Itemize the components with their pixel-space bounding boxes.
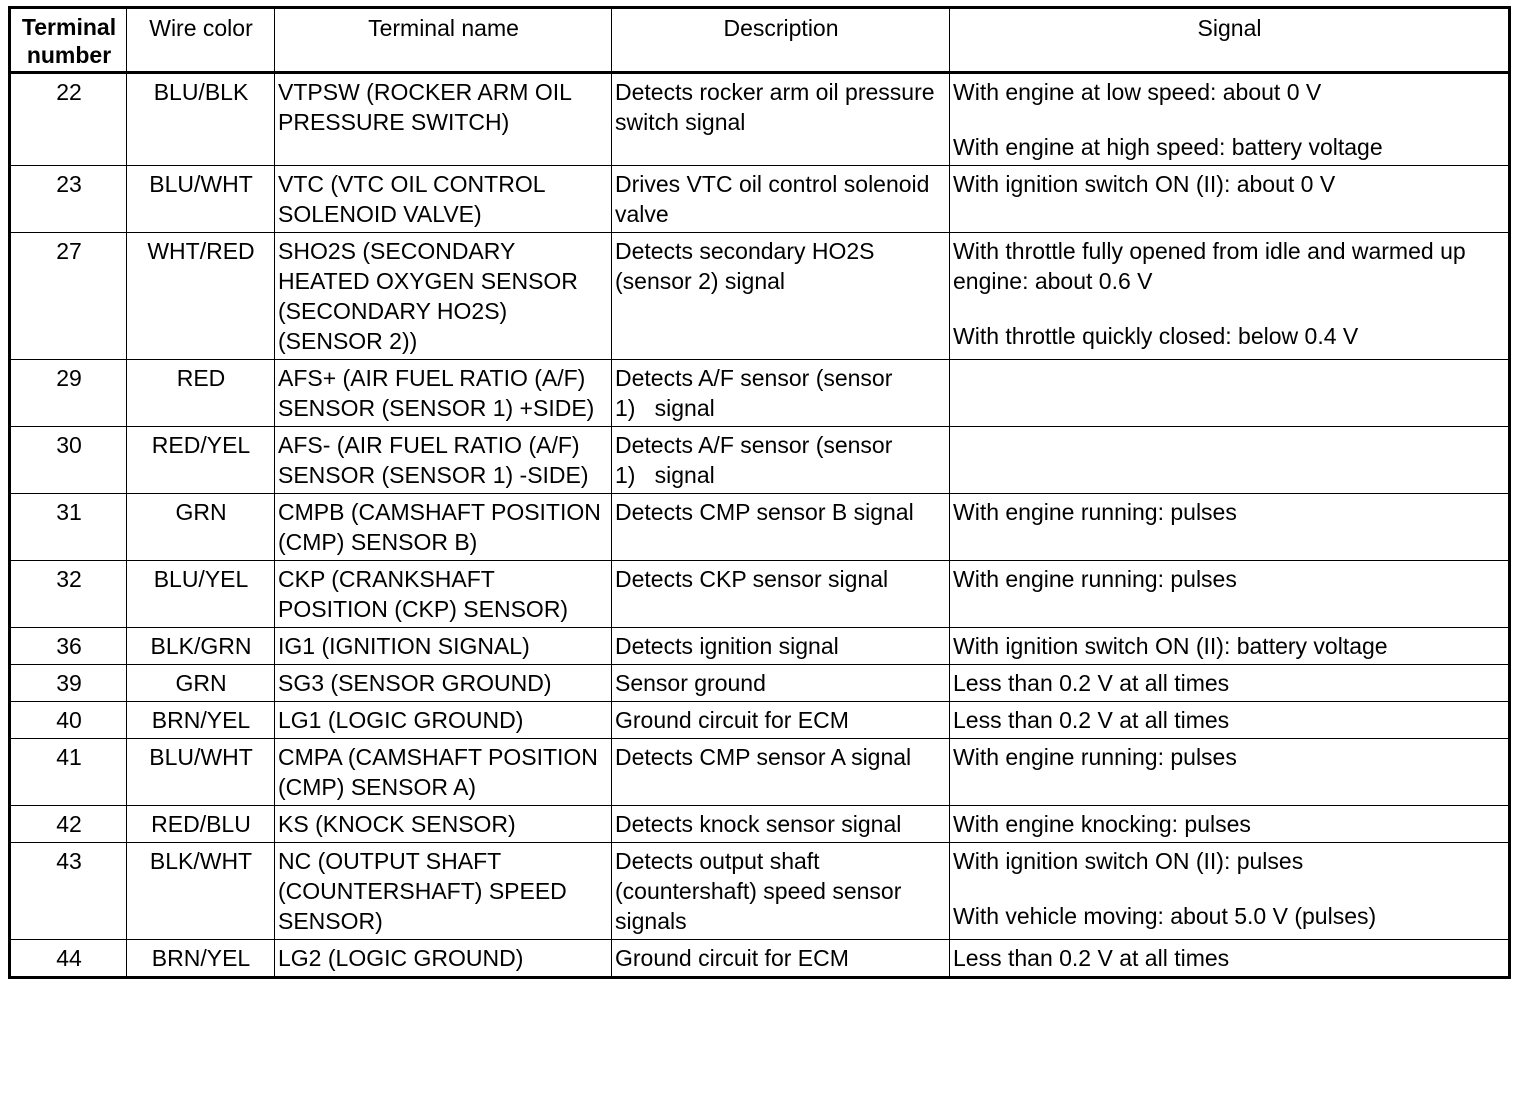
description-cell: Detects CMP sensor B signal bbox=[612, 494, 950, 561]
table-row bbox=[10, 806, 1510, 843]
signal-cell bbox=[950, 665, 1510, 702]
signal-line: With throttle fully opened from idle and warmed up engine: about 0.6 V bbox=[953, 238, 1466, 294]
header-row bbox=[10, 8, 1510, 73]
terminal-name-cell: SHO2S (SECONDARY HEATED OXYGEN SENSOR (SECONDARY HO2S) (SENSOR 2)) bbox=[275, 233, 612, 360]
terminal-name-cell: SG3 (SENSOR GROUND) bbox=[275, 665, 612, 702]
signal-line: Less than 0.2 V at all times bbox=[953, 707, 1230, 733]
terminal-table-container bbox=[8, 6, 1508, 979]
table-row bbox=[10, 739, 1510, 806]
table-row bbox=[10, 940, 1510, 978]
signal-cell bbox=[950, 702, 1510, 739]
table-header bbox=[10, 8, 1510, 73]
signal-line: With engine at high speed: battery voltage bbox=[953, 134, 1383, 160]
signal-line: Less than 0.2 V at all times bbox=[953, 670, 1230, 696]
terminal-number-cell: 29 bbox=[10, 360, 127, 427]
table-row bbox=[10, 166, 1510, 233]
table-body bbox=[10, 73, 1510, 978]
signal-cell bbox=[950, 360, 1510, 427]
description-cell: Detects secondary HO2S (sensor 2) signal bbox=[612, 233, 950, 360]
header-description: Description bbox=[612, 8, 950, 73]
wire-color-cell: RED/YEL bbox=[127, 427, 275, 494]
signal-line: With engine running: pulses bbox=[953, 566, 1237, 592]
description-cell: Detects A/F sensor (sensor 1) signal bbox=[612, 427, 950, 494]
terminal-number-cell: 27 bbox=[10, 233, 127, 360]
terminal-name-cell: LG1 (LOGIC GROUND) bbox=[275, 702, 612, 739]
terminal-name-cell: LG2 (LOGIC GROUND) bbox=[275, 940, 612, 978]
terminal-name-cell: IG1 (IGNITION SIGNAL) bbox=[275, 628, 612, 665]
description-cell: Ground circuit for ECM bbox=[612, 940, 950, 978]
terminal-number-cell: 31 bbox=[10, 494, 127, 561]
table-row bbox=[10, 360, 1510, 427]
wire-color-cell: BLU/YEL bbox=[127, 561, 275, 628]
terminal-name-cell: AFS- (AIR FUEL RATIO (A/F) SENSOR (SENSOR 1) -SIDE) bbox=[275, 427, 612, 494]
signal-cell bbox=[950, 561, 1510, 628]
header-wire-color: Wire color bbox=[127, 8, 275, 73]
signal-line: With engine knocking: pulses bbox=[953, 811, 1251, 837]
wire-color-cell: BLU/WHT bbox=[127, 166, 275, 233]
wire-color-cell: BLU/BLK bbox=[127, 73, 275, 166]
wire-color-cell: RED bbox=[127, 360, 275, 427]
signal-line: With throttle quickly closed: below 0.4 V bbox=[953, 323, 1359, 349]
terminal-name-cell: KS (KNOCK SENSOR) bbox=[275, 806, 612, 843]
wire-color-cell: GRN bbox=[127, 494, 275, 561]
table-row bbox=[10, 702, 1510, 739]
ecm-terminal-table bbox=[8, 6, 1511, 979]
table-row bbox=[10, 427, 1510, 494]
wire-color-cell: WHT/RED bbox=[127, 233, 275, 360]
terminal-number-cell: 36 bbox=[10, 628, 127, 665]
description-cell: Detects rocker arm oil pressure switch signal bbox=[612, 73, 950, 166]
signal-line: With engine at low speed: about 0 V bbox=[953, 79, 1322, 105]
description-cell: Drives VTC oil control solenoid valve bbox=[612, 166, 950, 233]
description-cell: Sensor ground bbox=[612, 665, 950, 702]
wire-color-cell: BRN/YEL bbox=[127, 940, 275, 978]
signal-line: Less than 0.2 V at all times bbox=[953, 945, 1230, 971]
table-row bbox=[10, 494, 1510, 561]
signal-line: With engine running: pulses bbox=[953, 499, 1237, 525]
description-cell: Detects knock sensor signal bbox=[612, 806, 950, 843]
signal-cell bbox=[950, 628, 1510, 665]
wire-color-cell: BRN/YEL bbox=[127, 702, 275, 739]
description-cell: Detects ignition signal bbox=[612, 628, 950, 665]
table-row bbox=[10, 233, 1510, 360]
terminal-name-cell: NC (OUTPUT SHAFT (COUNTERSHAFT) SPEED SENSOR) bbox=[275, 843, 612, 940]
terminal-number-cell: 43 bbox=[10, 843, 127, 940]
header-terminal-number: Terminal number bbox=[10, 8, 127, 73]
description-cell: Detects CKP sensor signal bbox=[612, 561, 950, 628]
description-cell: Detects A/F sensor (sensor 1) signal bbox=[612, 360, 950, 427]
terminal-number-cell: 39 bbox=[10, 665, 127, 702]
terminal-number-cell: 23 bbox=[10, 166, 127, 233]
terminal-name-cell: CMPB (CAMSHAFT POSITION (CMP) SENSOR B) bbox=[275, 494, 612, 561]
terminal-name-cell: VTC (VTC OIL CONTROL SOLENOID VALVE) bbox=[275, 166, 612, 233]
signal-line: With engine running: pulses bbox=[953, 744, 1237, 770]
terminal-name-cell: CKP (CRANKSHAFT POSITION (CKP) SENSOR) bbox=[275, 561, 612, 628]
signal-line: With ignition switch ON (II): battery voltage bbox=[953, 633, 1388, 659]
description-cell: Detects CMP sensor A signal bbox=[612, 739, 950, 806]
signal-line: With ignition switch ON (II): about 0 V bbox=[953, 171, 1336, 197]
terminal-number-cell: 30 bbox=[10, 427, 127, 494]
table-row bbox=[10, 843, 1510, 940]
table-row bbox=[10, 561, 1510, 628]
wire-color-cell: BLK/WHT bbox=[127, 843, 275, 940]
terminal-name-cell: VTPSW (ROCKER ARM OIL PRESSURE SWITCH) bbox=[275, 73, 612, 166]
signal-cell bbox=[950, 806, 1510, 843]
wire-color-cell: BLU/WHT bbox=[127, 739, 275, 806]
description-cell: Detects output shaft (countershaft) speed sensor signals bbox=[612, 843, 950, 940]
table-row bbox=[10, 73, 1510, 166]
description-cell: Ground circuit for ECM bbox=[612, 702, 950, 739]
header-terminal-name: Terminal name bbox=[275, 8, 612, 73]
terminal-number-cell: 44 bbox=[10, 940, 127, 978]
wire-color-cell: RED/BLU bbox=[127, 806, 275, 843]
terminal-name-cell: CMPA (CAMSHAFT POSITION (CMP) SENSOR A) bbox=[275, 739, 612, 806]
signal-cell bbox=[950, 494, 1510, 561]
header-signal: Signal bbox=[950, 8, 1510, 73]
signal-line: With vehicle moving: about 5.0 V (pulses) bbox=[953, 903, 1377, 929]
signal-cell bbox=[950, 166, 1510, 233]
signal-cell bbox=[950, 739, 1510, 806]
wire-color-cell: BLK/GRN bbox=[127, 628, 275, 665]
signal-cell bbox=[950, 940, 1510, 978]
terminal-number-cell: 42 bbox=[10, 806, 127, 843]
signal-cell bbox=[950, 73, 1510, 166]
terminal-number-cell: 41 bbox=[10, 739, 127, 806]
terminal-name-cell: AFS+ (AIR FUEL RATIO (A/F) SENSOR (SENSOR 1) +SIDE) bbox=[275, 360, 612, 427]
signal-line: With ignition switch ON (II): pulses bbox=[953, 848, 1304, 874]
signal-cell bbox=[950, 843, 1510, 940]
table-row bbox=[10, 665, 1510, 702]
terminal-number-cell: 22 bbox=[10, 73, 127, 166]
wire-color-cell: GRN bbox=[127, 665, 275, 702]
terminal-number-cell: 32 bbox=[10, 561, 127, 628]
terminal-number-cell: 40 bbox=[10, 702, 127, 739]
signal-cell bbox=[950, 233, 1510, 360]
table-row bbox=[10, 628, 1510, 665]
signal-cell bbox=[950, 427, 1510, 494]
